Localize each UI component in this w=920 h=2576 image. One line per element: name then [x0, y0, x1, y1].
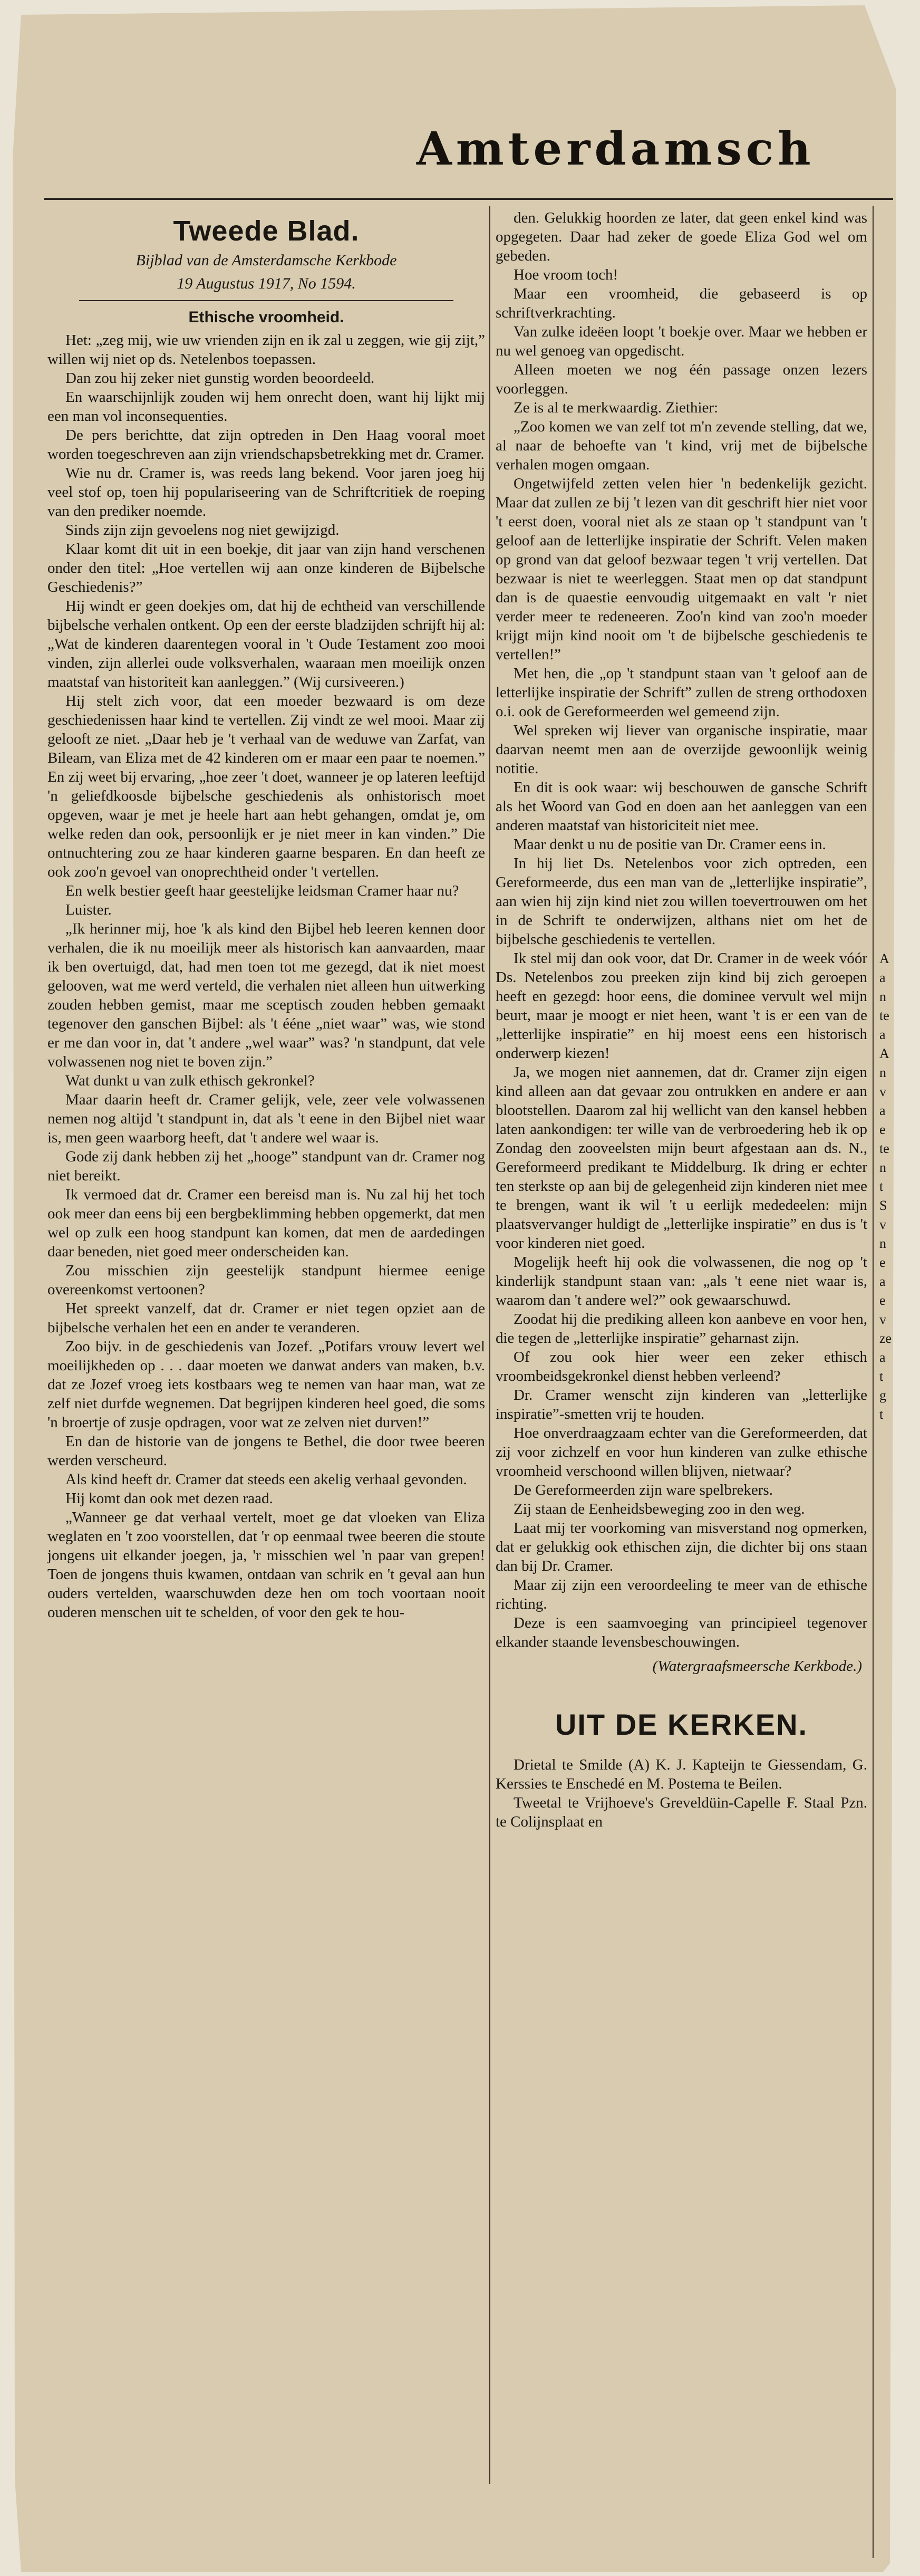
paragraph: Gode zij dank hebben zij het „hooge” standpunt van dr. Cramer nog niet bereikt. [47, 1148, 485, 1184]
paragraph: De Gereformeerden zijn ware spelbrekers. [514, 1482, 773, 1498]
paragraph: Zoo bijv. in de geschiedenis van Jozef. „Potifars vrouw levert wel moeilijkheden op . . . daar moeten we danwat anders van maken, b.v. dat ze Jozef vroeg iets kostbaars weg te nemen van haar man, wat ze zelf niet durfde wegnemen. Dat begrijpen kinderen heel goed, die soms 'n broertje of zusje opdragen, voor wat ze zelven niet durven!” [47, 1338, 485, 1431]
paragraph: Wie nu dr. Cramer is, was reeds lang bekend. Voor jaren joeg hij veel stof op, toen hij populariseering van de Schriftcritiek de roeping van den prediker noemde. [47, 465, 485, 520]
paragraph: De pers berichtte, dat zijn optreden in Den Haag vooral moet worden toegeschreven aan zijn vriendschapsbetrekking met dr. Cramer. [47, 427, 485, 463]
text-fragment: n [879, 1160, 886, 1175]
news-item: Drietal te Smilde (A) K. J. Kapteijn te Giessendam, G. Kerssies te Enschedé en M. Postema te Beilen. [496, 1756, 867, 1792]
paragraph: Maar daarin heeft dr. Cramer gelijk, vele, zeer vele volwassenen nemen nog altijd 't standpunt in, dat als 't eene in den Bijbel niet waar is, men geen waarborg heeft, dat 't andere wel waar is. [47, 1091, 485, 1146]
paragraph: Met hen, die „op 't standpunt staan van 't geloof aan de letterlijke inspiratie der Schrift” zullen de streng orthodoxen o.i. ook de Gereformeerden wel gemeend zijn. [496, 665, 867, 720]
paragraph: Ik vermoed dat dr. Cramer een bereisd man is. Nu zal hij het toch ook meer dan eens bij een bergbeklimming hebben opgemerkt, dat men wel op zulk een hoog standpunt kan komen, dat men de aardedingen daar beneden, niet goed meer onderscheiden kan. [47, 1186, 485, 1260]
paragraph: Alleen moeten we nog één passage onzen lezers voorleggen. [496, 361, 867, 397]
text-fragment: te [879, 1008, 889, 1023]
paragraph: Luister. [65, 901, 112, 918]
paragraph: En dit is ook waar: wij beschouwen de gansche Schrift als het Woord van God en doen aan het aanleggen van een anderen maatstaf van historiciteit niet mee. [496, 779, 867, 834]
column-3-fragment [879, 949, 890, 1793]
paragraph: Zij staan de Eenheidsbeweging zoo in den weg. [514, 1501, 805, 1517]
paragraph: Het spreekt vanzelf, dat dr. Cramer er niet tegen opziet aan de bijbelsche verhalen het een en ander te veranderen. [47, 1300, 485, 1336]
text-fragment: e [879, 1293, 886, 1308]
paragraph: Maar zij zijn een veroordeeling te meer van de ethische richting. [496, 1577, 867, 1612]
paragraph: „Ik herinner mij, hoe 'k als kind den Bijbel heb leeren kennen door verhalen, die ik nu moeilijk meer als historisch kan aanvaarden, maar ik ben overtuigd, dat, had men toen tot me gezegd, dat ik niet moest gelooven, wat me werd verteld, die verhalen niet alleen hun uitwerking zouden hebben gemist, maar me sceptisch zouden hebben gemaakt tegenover den ganschen Bijbel: als 't ééne „niet waar” was, wie stond er me dan voor in, dat 't andere „wel waar” was? 'n standpunt, dat vele volwassenen nog niet te boven zijn.” [47, 920, 485, 1070]
text-fragment: a [879, 1027, 886, 1042]
column-2 [496, 208, 867, 2566]
masthead: Amterdamsch [417, 122, 815, 176]
text-fragment: te [879, 1141, 889, 1156]
text-fragment: v [879, 1312, 886, 1327]
text-fragment: e [879, 1122, 886, 1137]
paragraph: Dan zou hij zeker niet gunstig worden beoordeeld. [65, 370, 375, 387]
paragraph: Klaar komt dit uit in een boekje, dit jaar van zijn hand verschenen onder den titel: „Hoe vertellen wij aan onze kinderen de Bijbelsche Geschiedenis?” [47, 541, 485, 595]
subtitle-date: 19 Augustus 1917, No 1594. [177, 275, 356, 292]
paragraph: En dan de historie van de jongens te Bethel, die door twee beeren werden verscheurd. [47, 1433, 485, 1469]
paragraph: Hoe vroom toch! [514, 266, 618, 283]
text-fragment: a [879, 1274, 886, 1289]
paragraph: Ze is al te merkwaardig. Ziethier: [514, 399, 719, 416]
paragraph: Hij komt dan ook met dezen raad. [65, 1490, 273, 1507]
paragraph: Van zulke ideëen loopt 't boekje over. Maar we hebben er nu wel genoeg van opgedischt. [496, 323, 867, 359]
paragraph: In hij liet Ds. Netelenbos voor zich optreden, een Gereformeerde, dus een man van de „letterlijke inspiratie”, aan wien hij zijn kind niet zou willen toevertrouwen om het in de Schrift te onderwijzen, althans niet om het de bijbelsche geschiedenis te vertellen. [496, 855, 867, 948]
text-fragment: S [879, 1198, 887, 1213]
paragraph: Hoe onverdraagzaam echter van die Gereformeerden, dat zij voor zichzelf en voor hun kinderen van zulke ethische vroomheid verschoond willen blijven, nietwaar? [496, 1425, 867, 1479]
section-title: Tweede Blad. [173, 215, 360, 247]
paragraph: Dr. Cramer wenscht zijn kinderen van „letterlijke inspiratie”-smetten vrij te houden. [496, 1387, 867, 1422]
paragraph: Hij windt er geen doekjes om, dat hij de echtheid van verschillende bijbelsche verhalen ontkent. Op een der eerste bladzijden schrijft hij al: „Wat de kinderen daarentegen vooral in 't Oude Testament zoo mooi vinden, zijn allerlei oude volksverhalen, waaraan men moeilijk onzen maatstaf van historiteit kan aanleggen.” (Wij cursiveeren.) [47, 598, 485, 690]
news-title: UIT DE KERKEN. [555, 1708, 808, 1741]
text-fragment: e [879, 1255, 886, 1270]
article-body-continued [496, 208, 867, 1651]
text-fragment: a [879, 1350, 886, 1365]
paragraph: En welk bestier geeft haar geestelijke leidsman Cramer haar nu? [65, 882, 459, 899]
paragraph: Het: „zeg mij, wie uw vrienden zijn en ik zal u zeggen, wie gij zijt,” willen wij niet op ds. Netelenbos toepassen. [47, 332, 485, 368]
text-fragment: A [879, 1046, 889, 1061]
paragraph: den. Gelukkig hoorden ze later, dat geen enkel kind was opgegeten. Daar had zeker de goede Eliza God wel om gebeden. [496, 209, 867, 264]
paragraph: „Wanneer ge dat verhaal vertelt, moet ge dat vloeken van Eliza weglaten en 't zoo voorstellen, dat 'r op eenmaal twee beeren die stoute jongens uit elkander joegen, ja, 'r misschien wel 'n paar van grepen! Toen de jongens thuis kwamen, ontdaan van schrik en 't geval aan hun ouders vertelden, waarschuwden deze hen om toch voortaan nooit ouderen menschen uit te schelden, of voor den gek te hou- [47, 1509, 485, 1621]
text-fragment: t [879, 1407, 884, 1422]
paragraph: Zou misschien zijn geestelijk standpunt hiermee eenige overeenkomst vertoonen? [47, 1262, 485, 1298]
paragraph: Maar een vroomheid, die gebaseerd is op schriftverkrachting. [496, 285, 867, 321]
article-source: (Watergraafsmeersche Kerkbode.) [652, 1658, 862, 1675]
paragraph: Laat mij ter voorkoming van misverstand nog opmerken, dat er gelukkig ook ethischen zijn, die dichter bij ons staan dan bij Dr. Cramer. [496, 1520, 867, 1574]
text-fragment: v [879, 1084, 886, 1099]
paragraph: Als kind heeft dr. Cramer dat steeds een akelig verhaal gevonden. [65, 1471, 467, 1488]
text-fragment: t [879, 1369, 884, 1384]
paragraph: Maar denkt u nu de positie van Dr. Cramer eens in. [514, 836, 826, 853]
text-fragment: v [879, 1217, 886, 1232]
text-fragment: n [879, 1236, 886, 1251]
text-fragment: A [879, 951, 889, 966]
news-body [496, 1755, 867, 1831]
paragraph: Wat dunkt u van zulk ethisch gekronkel? [65, 1072, 315, 1089]
paragraph: Of zou ook hier weer een zeker ethisch vroombeidsgekronkel dienst hebben verleend? [496, 1349, 867, 1385]
paragraph: Ja, we mogen niet aannemen, dat dr. Cramer zijn eigen kind alleen aan dat gevaar zou ontrukken en andere er aan blootstellen. Daarom zal hij wellicht van den kansel hebben laten aankondigen: ter wille van de verbroedering heb ik op Zondag den zooveelsten mijn beurt afgestaan aan ds. N., Gereformeerd predikant te Middelburg. Ik dring er echter ten sterkste op aan bij de gelegenheid zijn kinderen niet mee te brengen, want ik wil 't u eerlijk mededeelen: mijn plaatsvervanger huldigt de „letterlijke inspiratie” en dus is 't voor kinderen niet goed. [496, 1064, 867, 1252]
paragraph: Ik stel mij dan ook voor, dat Dr. Cramer in de week vóór Ds. Netelenbos zou preeken zijn kind bij zich geroepen heeft en gezegd: hoor eens, die dominee vervult wel mijn beurt, maar je moogt er niet heen, want 't is er een van de „letterlijke inspiratie” en hij moest eens een historisch onderwerp kiezen! [496, 950, 867, 1062]
paragraph: „Zoo komen we van zelf tot m'n zevende stelling, dat we, al naar de behoefte van 't kind, vrij met de bijbelsche verhalen mogen omgaan. [496, 418, 867, 473]
paragraph: Wel spreken wij liever van organische inspiratie, maar daarvan neemt men aan de overzijde gewoonlijk weinig notitie. [496, 722, 867, 777]
subtitle-line: Bijblad van de Amsterdamsche Kerkbode [135, 252, 397, 269]
text-fragment: n [879, 1065, 886, 1080]
text-fragment: a [879, 970, 886, 985]
paragraph: Ongetwijfeld zetten velen hier 'n bedenkelijk gezicht. Maar dat zullen ze bij 't lezen van dit geschrift hier niet voor 't eerst doen, vooral niet als ze staan op 't standpunt van 't geloof aan de letterlijke inspiratie der Schrift. Velen maken op grond van dat geloof bezwaar tegen 't vrij vertellen. Dat bezwaar is niet te weerleggen. Staat men op dat standpunt dan is de quaestie eenvoudig uitgemaakt en valt 'r niet verder meer te redeneeren. Zoo'n kind van zoo'n moeder krijgt mijn kind nooit om 't de bijbelsche geschiedenis te vertellen!” [496, 475, 867, 663]
paragraph: Hij stelt zich voor, dat een moeder bezwaard is om deze geschiedenissen haar kind te vertellen. Zij vindt ze wel mooi. Maar zij gelooft ze niet. „Daar heb je 't verhaal van de weduwe van Zarfat, van Bileam, van Eliza met de 42 kinderen om er maar een paar te noemen.” En zij weet bij ervaring, „hoe zeer 't doet, wanneer je op lateren leeftijd 'n geliefdkoosde bijbelsche geschiedenis als onhistorisch moet opgeven, waar je met je heele hart aan hebt gehangen, omdat je, om welke reden dan ook, persoonlijk er je niet meer in kan vinden.” Die ontnuchtering zou ze haar kinderen gaarne besparen. En dan heeft ze ook zoo'n gevoel van onoprechtheid onder 't vertellen. [47, 693, 485, 880]
separator [79, 300, 453, 301]
text-fragment: t [879, 1179, 884, 1194]
text-fragment: ze [879, 1331, 892, 1346]
column-1 [47, 208, 485, 2566]
text-fragment: g [879, 1388, 886, 1403]
text-fragment: n [879, 989, 886, 1004]
text-fragment: a [879, 1103, 886, 1118]
article-title: Ethische vroomheid. [188, 309, 344, 326]
paragraph: En waarschijnlijk zouden wij hem onrecht doen, want hij lijkt mij een man vol inconsequenties. [47, 389, 485, 425]
column-divider [873, 206, 874, 2558]
paragraph: Mogelijk heeft hij ook die volwassenen, die nog op 't kinderlijk standpunt staan van: „als 't eene niet waar is, waarom dan 't andere wel?” ook gewaarschuwd. [496, 1254, 867, 1309]
article-body [47, 331, 485, 1622]
paragraph: Zoodat hij die prediking alleen kon aanbeve en voor hen, die tegen de „letterlijke inspiratie” geharnast zijn. [496, 1311, 867, 1347]
news-item: Tweetal te Vrijhoeve's Greveldüin-Capelle F. Staal Pzn. te Colijnsplaat en [496, 1794, 867, 1830]
paragraph: Deze is een saamvoeging van principieel tegenover elkander staande levensbeschouwingen. [496, 1614, 867, 1650]
header-rule [44, 198, 893, 200]
paragraph: Sinds zijn zijn gevoelens nog niet gewijzigd. [65, 522, 340, 539]
column-divider [489, 206, 490, 2484]
